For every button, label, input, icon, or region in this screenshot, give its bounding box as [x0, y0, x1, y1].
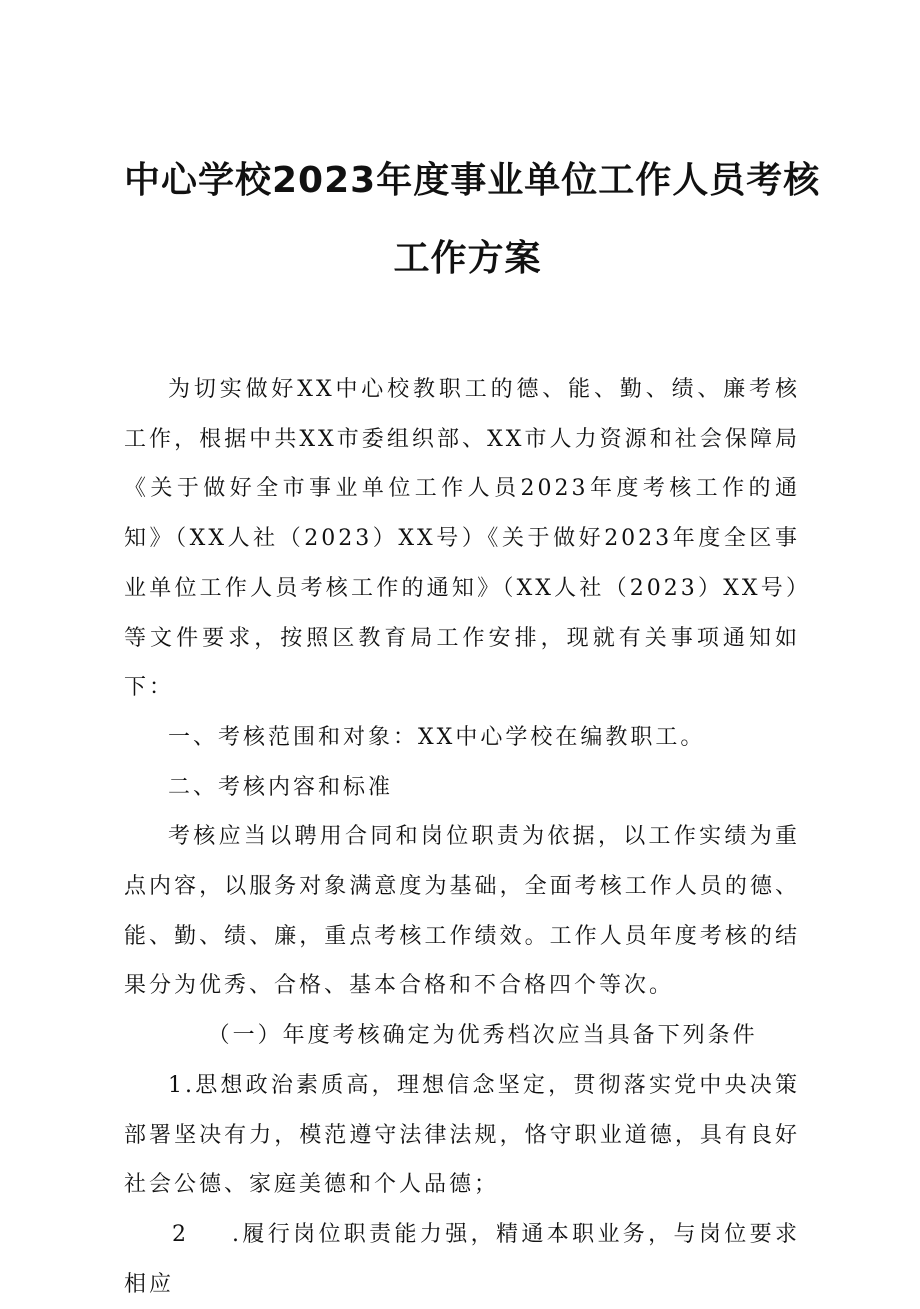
- intro-paragraph: 为切实做好XX中心校教职工的德、能、勤、绩、廉考核工作，根据中共XX市委组织部、XX市人力资源和社会保障局《关于做好全市事业单位工作人员2023年度考核工作的通知》（XX人社（2023）XX号）《关于做好2023年度全区事业单位工作人员考核工作的通知》（XX人社（2023）XX号）等文件要求，按照区教育局工作安排，现就有关事项通知如下：: [124, 377, 800, 701]
- document-body: [124, 365, 800, 1309]
- condition-item-1: 1.思想政治素质高，理想信念坚定，贯彻落实党中央决策部署坚决有力，模范遵守法律法规，恪守职业道德，具有良好社会公德、家庭美德和个人品德；: [124, 1072, 800, 1198]
- section-2-paragraph: 考核应当以聘用合同和岗位职责为依据，以工作实绩为重点内容，以服务对象满意度为基础，全面考核工作人员的德、能、勤、绩、廉，重点考核工作绩效。工作人员年度考核的结果分为优秀、合格、基本合格和不合格四个等次。: [124, 824, 800, 999]
- condition-item-2: [124, 1210, 800, 1309]
- section-2-heading: 二、考核内容和标准: [168, 774, 394, 800]
- subsection-1-heading: （一）年度考核确定为优秀档次应当具备下列条件: [207, 1023, 758, 1049]
- document-title-line-1: 中心学校2023年度事业单位工作人员考核: [124, 160, 821, 201]
- document-title-line-2: 工作方案: [393, 238, 542, 279]
- section-1-heading: 一、考核范围和对象：XX中心学校在编教职工。: [168, 724, 706, 750]
- condition-item-2-text: .履行岗位职责能力强，精通本职业务，与岗位要求相应: [124, 1221, 800, 1297]
- condition-item-2-number: 2: [172, 1221, 189, 1247]
